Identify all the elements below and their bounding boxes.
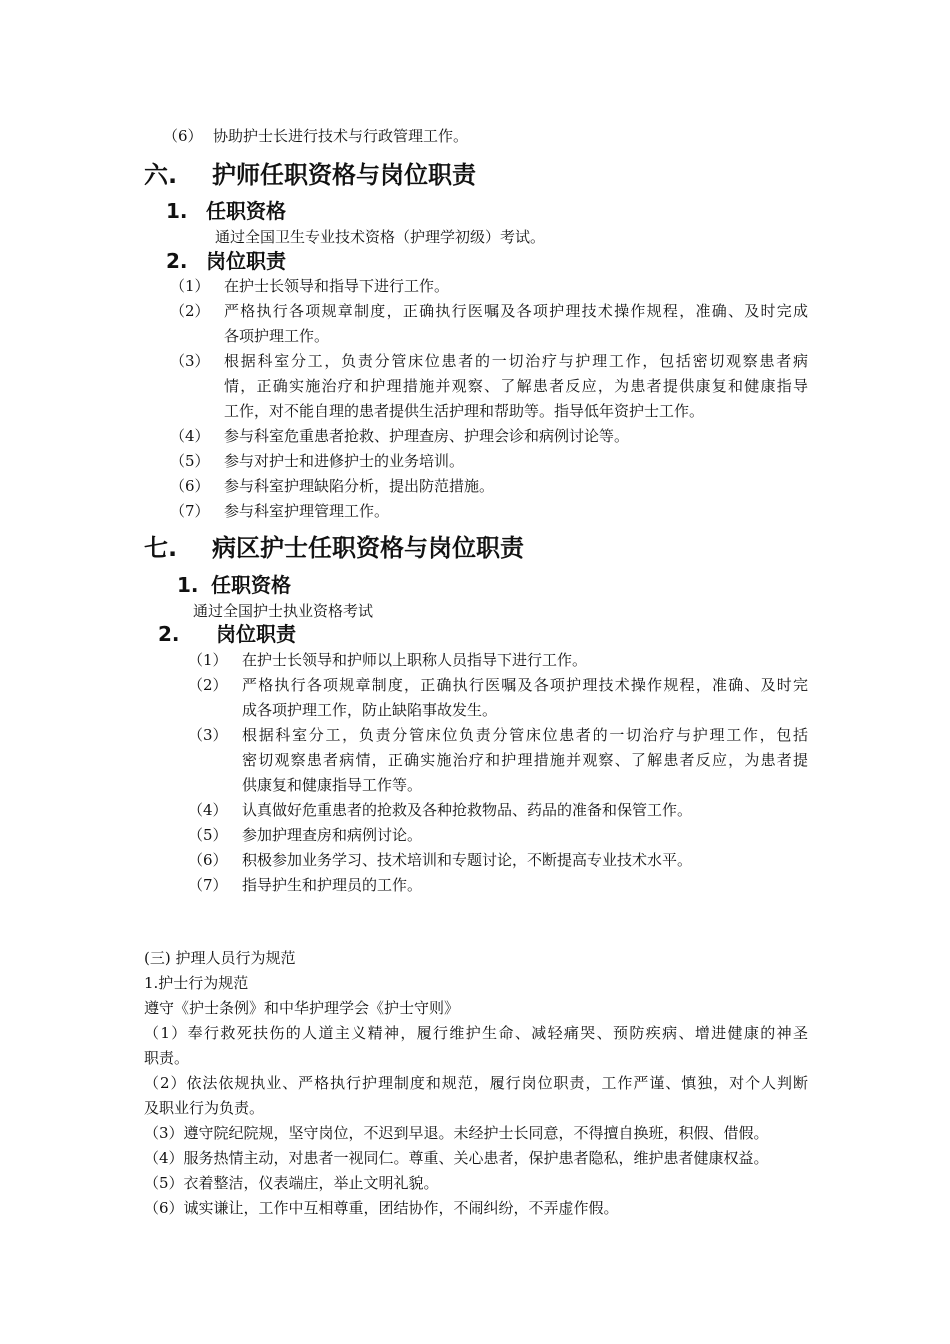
section-heading: [144, 160, 476, 190]
item-text: [242, 673, 808, 723]
item-text: [224, 424, 808, 449]
item-text-line: （4）服务热情主动，对患者一视同仁。尊重、关心患者，保护患者隐私，维护患者健康权益。: [144, 1149, 769, 1167]
item-text-line: 及职业行为负责。: [144, 1099, 265, 1117]
item-text: [224, 299, 808, 349]
item-text-line: 情，正确实施治疗和护理措施并观察、了解患者反应，为患者提供康复和健康指导: [224, 377, 808, 395]
subsection-number: 2.: [158, 622, 180, 646]
subsection-number: 2.: [166, 249, 188, 273]
item-text-line: 参与科室护理管理工作。: [224, 502, 390, 520]
item-number: （4）: [188, 801, 228, 819]
list-item: [170, 349, 808, 424]
item-text-line: （3）遵守院纪院规，坚守岗位，不迟到早退。未经护士长同意，不得擅自换班，积假、借假。: [144, 1124, 769, 1142]
item-text-line: 参加护理查房和病例讨论。: [242, 826, 423, 844]
list-item: [188, 673, 808, 723]
item-text-line: 积极参加业务学习、技术培训和专题讨论，不断提高专业技术水平。: [242, 851, 693, 869]
item-text-line: 职责。: [144, 1049, 190, 1067]
item-text-line: （2）依法依规执业、严格执行护理制度和规范，履行岗位职责，工作严谨、慎独，对个人判断: [144, 1074, 808, 1092]
item-text: [242, 823, 808, 848]
item-text-line: 严格执行各项规章制度，正确执行医嘱及各项护理技术操作规程，准确、及时完: [242, 676, 808, 694]
item-text: [224, 449, 808, 474]
item-text: [242, 798, 808, 823]
subsection-title: 岗位职责: [216, 622, 296, 646]
list-item: [144, 1146, 808, 1171]
item-number: （3）: [188, 726, 228, 744]
item-text-line: 密切观察患者病情，正确实施治疗和护理措施并观察、了解患者反应，为患者提: [242, 751, 808, 769]
item-text: [224, 499, 808, 524]
list-item: [188, 723, 808, 798]
section-title: 护师任职资格与岗位职责: [212, 161, 476, 189]
item-number: （6）: [170, 477, 210, 495]
item-text: [224, 474, 808, 499]
list-item: [188, 848, 808, 873]
section-number: 七.: [144, 534, 178, 562]
item-number: （1）: [188, 651, 228, 669]
list-item: [163, 126, 468, 146]
subsection-heading: [166, 248, 286, 274]
item-number: （4）: [170, 427, 210, 445]
section-number: 六.: [144, 161, 178, 189]
item-text-line: 成各项护理工作，防止缺陷事故发生。: [242, 701, 498, 719]
item-text-line: 根据科室分工，负责分管床位患者的一切治疗与护理工作，包括密切观察患者病: [224, 352, 808, 370]
intro-text: 遵守《护士条例》和中华护理学会《护士守则》: [144, 999, 460, 1017]
item-text-line: 指导护生和护理员的工作。: [242, 876, 423, 894]
list-item: [188, 798, 808, 823]
list-item: [144, 1121, 808, 1146]
item-text-line: （1）奉行救死扶伤的人道主义精神，履行维护生命、减轻痛哭、预防疾病、增进健康的神圣: [144, 1024, 808, 1042]
item-text: [224, 349, 808, 424]
list-item: [144, 1171, 808, 1196]
item-text-line: 各项护理工作。: [224, 327, 330, 345]
item-number: （5）: [170, 452, 210, 470]
item-text-line: （6）诚实谦让，工作中互相尊重，团结协作，不闹纠纷，不弄虚作假。: [144, 1199, 619, 1217]
section-heading: (三) 护理人员行为规范: [144, 949, 296, 967]
item-text-line: 根据科室分工，负责分管床位负责分管床位患者的一切治疗与护理工作，包括: [242, 726, 808, 744]
list-item: [170, 274, 808, 299]
item-text-line: 认真做好危重患者的抢救及各种抢救物品、药品的准备和保管工作。: [242, 801, 693, 819]
list-item: [170, 299, 808, 349]
item-text-line: 参与科室危重患者抢救、护理查房、护理会诊和病例讨论等。: [224, 427, 630, 445]
list-item: [188, 648, 808, 673]
subsection-number: 1.: [177, 573, 199, 597]
list-item: [144, 1071, 808, 1121]
list-item: [170, 499, 808, 524]
item-number: （6）: [163, 127, 203, 145]
subsection-title: 任职资格: [211, 573, 291, 597]
item-text-line: 在护士长领导和指导下进行工作。: [224, 277, 450, 295]
section-title: 病区护士任职资格与岗位职责: [212, 534, 524, 562]
subsection-number: 1.: [166, 199, 188, 223]
subsection-heading: 1.护士行为规范: [144, 974, 249, 992]
list-item: [170, 449, 808, 474]
item-text: [242, 723, 808, 798]
item-text-line: （5）衣着整洁，仪表端庄，举止文明礼貌。: [144, 1174, 439, 1192]
subsection-title: 任职资格: [206, 199, 286, 223]
item-number: （6）: [188, 851, 228, 869]
qualification-text: 通过全国卫生专业技术资格（护理学初级）考试。: [215, 228, 546, 246]
subsection-title: 岗位职责: [206, 249, 286, 273]
subsection-heading: [177, 572, 291, 598]
subsection-heading: [158, 621, 296, 647]
section-heading: [144, 533, 524, 563]
item-number: （7）: [170, 502, 210, 520]
item-text: 协助护士长进行技术与行政管理工作。: [213, 127, 469, 145]
item-text: [224, 274, 808, 299]
subsection-heading: [166, 198, 286, 224]
qualification-text: 通过全国护士执业资格考试: [193, 602, 374, 620]
item-text-line: 参与对护士和进修护士的业务培训。: [224, 452, 465, 470]
item-text-line: 严格执行各项规章制度，正确执行医嘱及各项护理技术操作规程，准确、及时完成: [224, 302, 808, 320]
item-number: （2）: [188, 676, 228, 694]
item-number: （3）: [170, 352, 210, 370]
item-number: （5）: [188, 826, 228, 844]
list-item: [170, 474, 808, 499]
list-item: [144, 1196, 808, 1221]
item-text-line: 参与科室护理缺陷分析，提出防范措施。: [224, 477, 495, 495]
item-text-line: 在护士长领导和护师以上职称人员指导下进行工作。: [242, 651, 588, 669]
item-text-line: 工作，对不能自理的患者提供生活护理和帮助等。指导低年资护士工作。: [224, 402, 705, 420]
item-number: （7）: [188, 876, 228, 894]
list-item: [188, 873, 808, 898]
list-item: [188, 823, 808, 848]
list-item: [170, 424, 808, 449]
item-text: [242, 873, 808, 898]
item-text: [242, 848, 808, 873]
item-text-line: 供康复和健康指导工作等。: [242, 776, 423, 794]
item-text: [242, 648, 808, 673]
item-number: （2）: [170, 302, 210, 320]
item-number: （1）: [170, 277, 210, 295]
list-item: [144, 1021, 808, 1071]
